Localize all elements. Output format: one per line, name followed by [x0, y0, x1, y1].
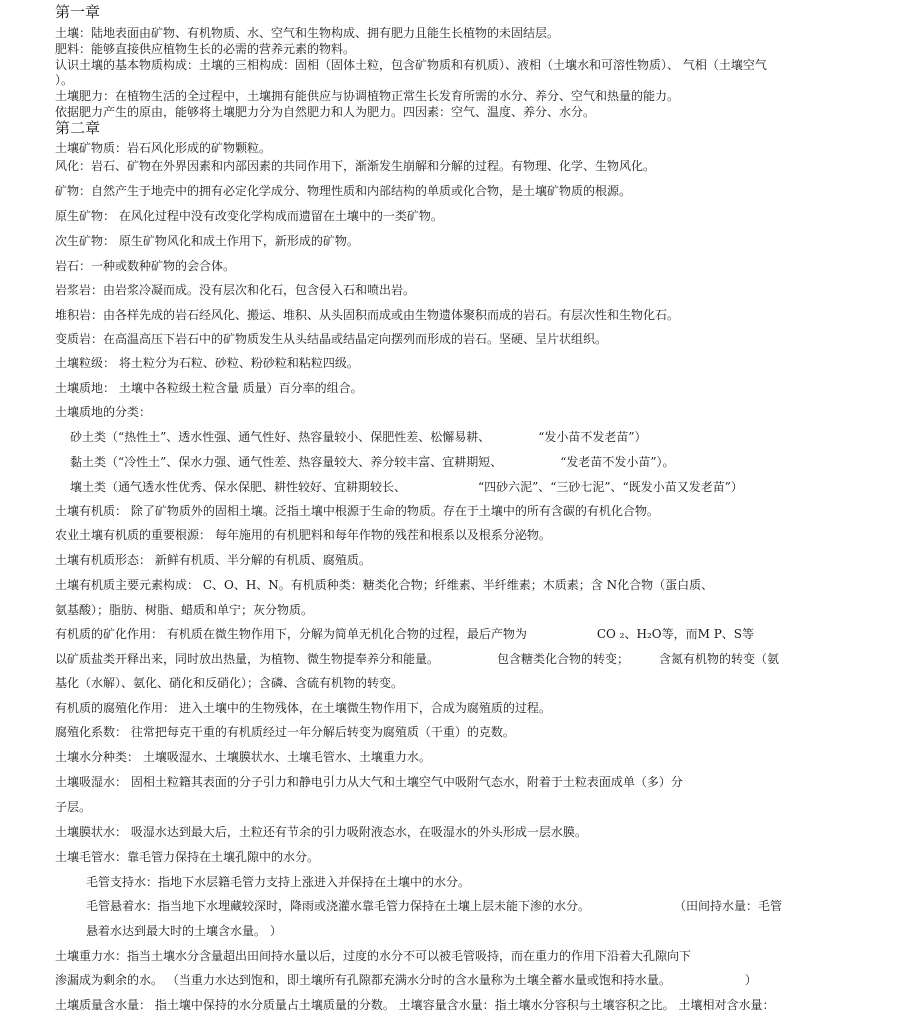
mineralization-nitrogen: 含氮有机物的转变（氨 [659, 652, 780, 666]
gravity-water-text: 渗漏成为剩余的水。 （当重力水达到饱和，即土壤所有孔隙都充满水分时的含水量称为土壤全蓄水量或饱和持水量。 [55, 973, 671, 987]
text-line: 原生矿物： 在风化过程中没有改变化学构成而遗留在土壤中的一类矿物。 [55, 209, 443, 223]
text-line: 土壤有机质主要元素构成： C、O、H、N。有机质种类：糖类化合物；纤维素、半纤维素；木质素；含 N化合物（蛋白质、 [55, 578, 714, 592]
text-line: 土壤质地： 土壤中各粒级土粒含量 质量）百分率的组合。 [55, 381, 363, 395]
text-line: 土壤吸湿水： 固相土粒籍其表面的分子引力和静电引力从大气和土壤空气中吸附气态水，附着于土粒表面成单（多）分 [55, 775, 683, 789]
chapter2-heading: 第二章 [55, 119, 101, 137]
soil-class-loam [70, 480, 743, 494]
text-line: 风化：岩石、矿物在外界因素和内部因素的共同作用下，渐渐发生崩解和分解的过程。有物理、化学、生物风化。 [55, 159, 656, 173]
text-line [55, 652, 779, 666]
text-line: 土壤有机质形态： 新鲜有机质、半分解的有机质、腐殖质。 [55, 553, 371, 567]
gravity-water-close: ） [744, 973, 757, 987]
text-line: 土壤毛管水：靠毛管力保持在土壤孔隙中的水分。 [55, 850, 320, 864]
text-line: 土壤质地的分类： [55, 405, 152, 419]
soil-class-clay [70, 455, 675, 469]
text-line: 基化（水解）、氨化、硝化和反硝化）；含磷、含硫有机物的转变。 [55, 676, 404, 690]
soil-class-sand-saying: “发小苗不发老苗”） [538, 430, 647, 444]
text-line: 肥料：能够直接供应植物生长的必需的营养元素的物料。 [55, 42, 356, 56]
text-line: 岩石：一种或数种矿物的会合体。 [55, 259, 236, 273]
soil-class-clay-text: 黏土类（“冷性土”、保水力强、通气性差、热容量较大、养分较丰富、宜耕期短、 [70, 455, 503, 469]
text-line: 土壤水分种类： 土壤吸湿水、土壤膜状水、土壤毛管水、土壤重力水。 [55, 750, 431, 764]
text-line [55, 627, 754, 641]
mineralization-products: CO ₂、H₂O等，而M P、S等 [596, 627, 754, 641]
text-line: 土壤矿物质：岩石风化形成的矿物颗粒。 [55, 141, 272, 155]
text-line: 岩浆岩：由岩浆冷凝而成。没有层次和化石，包含侵入石和喷出岩。 [55, 283, 416, 297]
text-line [86, 899, 782, 913]
text-line: 土壤有机质： 除了矿物质外的固相土壤。泛指土壤中根源于生命的物质。存在于土壤中的所有含碳的有机化合物。 [55, 504, 659, 518]
chapter1-heading: 第一章 [55, 3, 101, 21]
text-line: 子层。 [55, 800, 92, 814]
soil-class-loam-saying: “四砂六泥”、“三砂七泥”、“既发小苗又发老苗”） [478, 480, 743, 494]
text-line: 土壤质量含水量： 指土壤中保持的水分质量占土壤质量的分数。 土壤容量含水量：指土壤水分容积与土壤容积之比。 土壤相对含水量： [55, 998, 775, 1012]
text-line: 土壤：陆地表面由矿物、有机物质、水、空气和生物构成、拥有肥力且能生长植物的未固结层。 [55, 26, 560, 40]
text-line: 堆积岩：由各样先成的岩石经风化、搬运、堆积、从头固积而成或由生物遗体聚积而成的岩石。有层次性和生物化石。 [55, 308, 680, 322]
text-line: 土壤粒级： 将土粒分为石粒、砂粒、粉砂粒和粘粒四级。 [55, 356, 359, 370]
mineralization-cont: 以矿质盐类开释出来，同时放出热量，为植物、微生物提奉养分和能量。 [55, 652, 440, 666]
text-line: 土壤肥力：在植物生活的全过程中，土壤拥有能供应与协调植物正常生长发育所需的水分、养分、空气和热量的能力。 [55, 89, 680, 103]
mineralization-text: 有机质的矿化作用： 有机质在微生物作用下，分解为简单无机化合物的过程，最后产物为 [55, 627, 527, 641]
text-line: ）。 [55, 73, 74, 87]
text-line: 次生矿物： 原生矿物风化和成土作用下，新形成的矿物。 [55, 234, 359, 248]
text-line: 腐殖化系数： 往常把每克干重的有机质经过一年分解后转变为腐殖质（干重）的克数。 [55, 725, 515, 739]
text-line: 土壤膜状水： 吸湿水达到最大后，土粒还有节余的引力吸附液态水，在吸湿水的外头形成一层水膜。 [55, 825, 587, 839]
text-line: 悬着水达到最大时的土壤含水量。 ） [86, 924, 282, 938]
text-line: 变质岩：在高温高压下岩石中的矿物质发生从头结晶或结晶定向摆列而形成的岩石。坚硬、呈片状组织。 [55, 332, 608, 346]
suspended-water-text: 毛管悬着水：指当地下水埋藏较深时，降雨或浇灌水靠毛管力保持在土壤上层未能下渗的水分。 [86, 899, 591, 913]
text-line [55, 973, 757, 987]
soil-class-clay-saying: “发老苗不发小苗”）。 [560, 455, 675, 469]
mineralization-sugar: 包含糖类化合物的转变； [497, 652, 630, 666]
text-line: 依据肥力产生的原由，能够将土壤肥力分为自然肥力和人为肥力。四因素：空气、温度、养分、水分。 [55, 105, 596, 119]
text-line: 农业土壤有机质的重要根源： 每年施用的有机肥料和每年作物的残茬和根系以及根系分泌物。 [55, 528, 551, 542]
text-line: 认识土壤的基本物质构成：土壤的三相构成：固相（固体土粒，包含矿物质和有机质）、液相（土壤水和可溶性物质）、 气相（土壤空气 [55, 58, 767, 72]
soil-class-sand [70, 430, 647, 444]
soil-class-loam-text: 壤土类（通气透水性优秀、保水保肥、耕性较好、宜耕期较长、 [70, 480, 407, 494]
soil-class-sand-text: 砂土类（“热性土”、透水性强、通气性好、热容量较小、保肥性差、松懈易耕、 [70, 430, 491, 444]
text-line: 矿物：自然产生于地壳中的拥有必定化学成分、物理性质和内部结构的单质或化合物，是土壤矿物质的根源。 [55, 184, 632, 198]
text-line: 毛管支持水：指地下水层籍毛管力支持上涨进入并保持在土壤中的水分。 [86, 875, 471, 889]
field-capacity-note: （田间持水量：毛管 [674, 899, 783, 913]
text-line: 土壤重力水：指当土壤水分含量超出田间持水量以后，过度的水分不可以被毛管吸持，而在重力的作用下沿着大孔隙向下 [55, 949, 692, 963]
text-line: 有机质的腐殖化作用： 进入土壤中的生物残体，在土壤微生物作用下，合成为腐殖质的过程。 [55, 701, 551, 715]
text-line: 氨基酸）；脂肪、树脂、蜡质和单宁；灰分物质。 [55, 603, 314, 617]
